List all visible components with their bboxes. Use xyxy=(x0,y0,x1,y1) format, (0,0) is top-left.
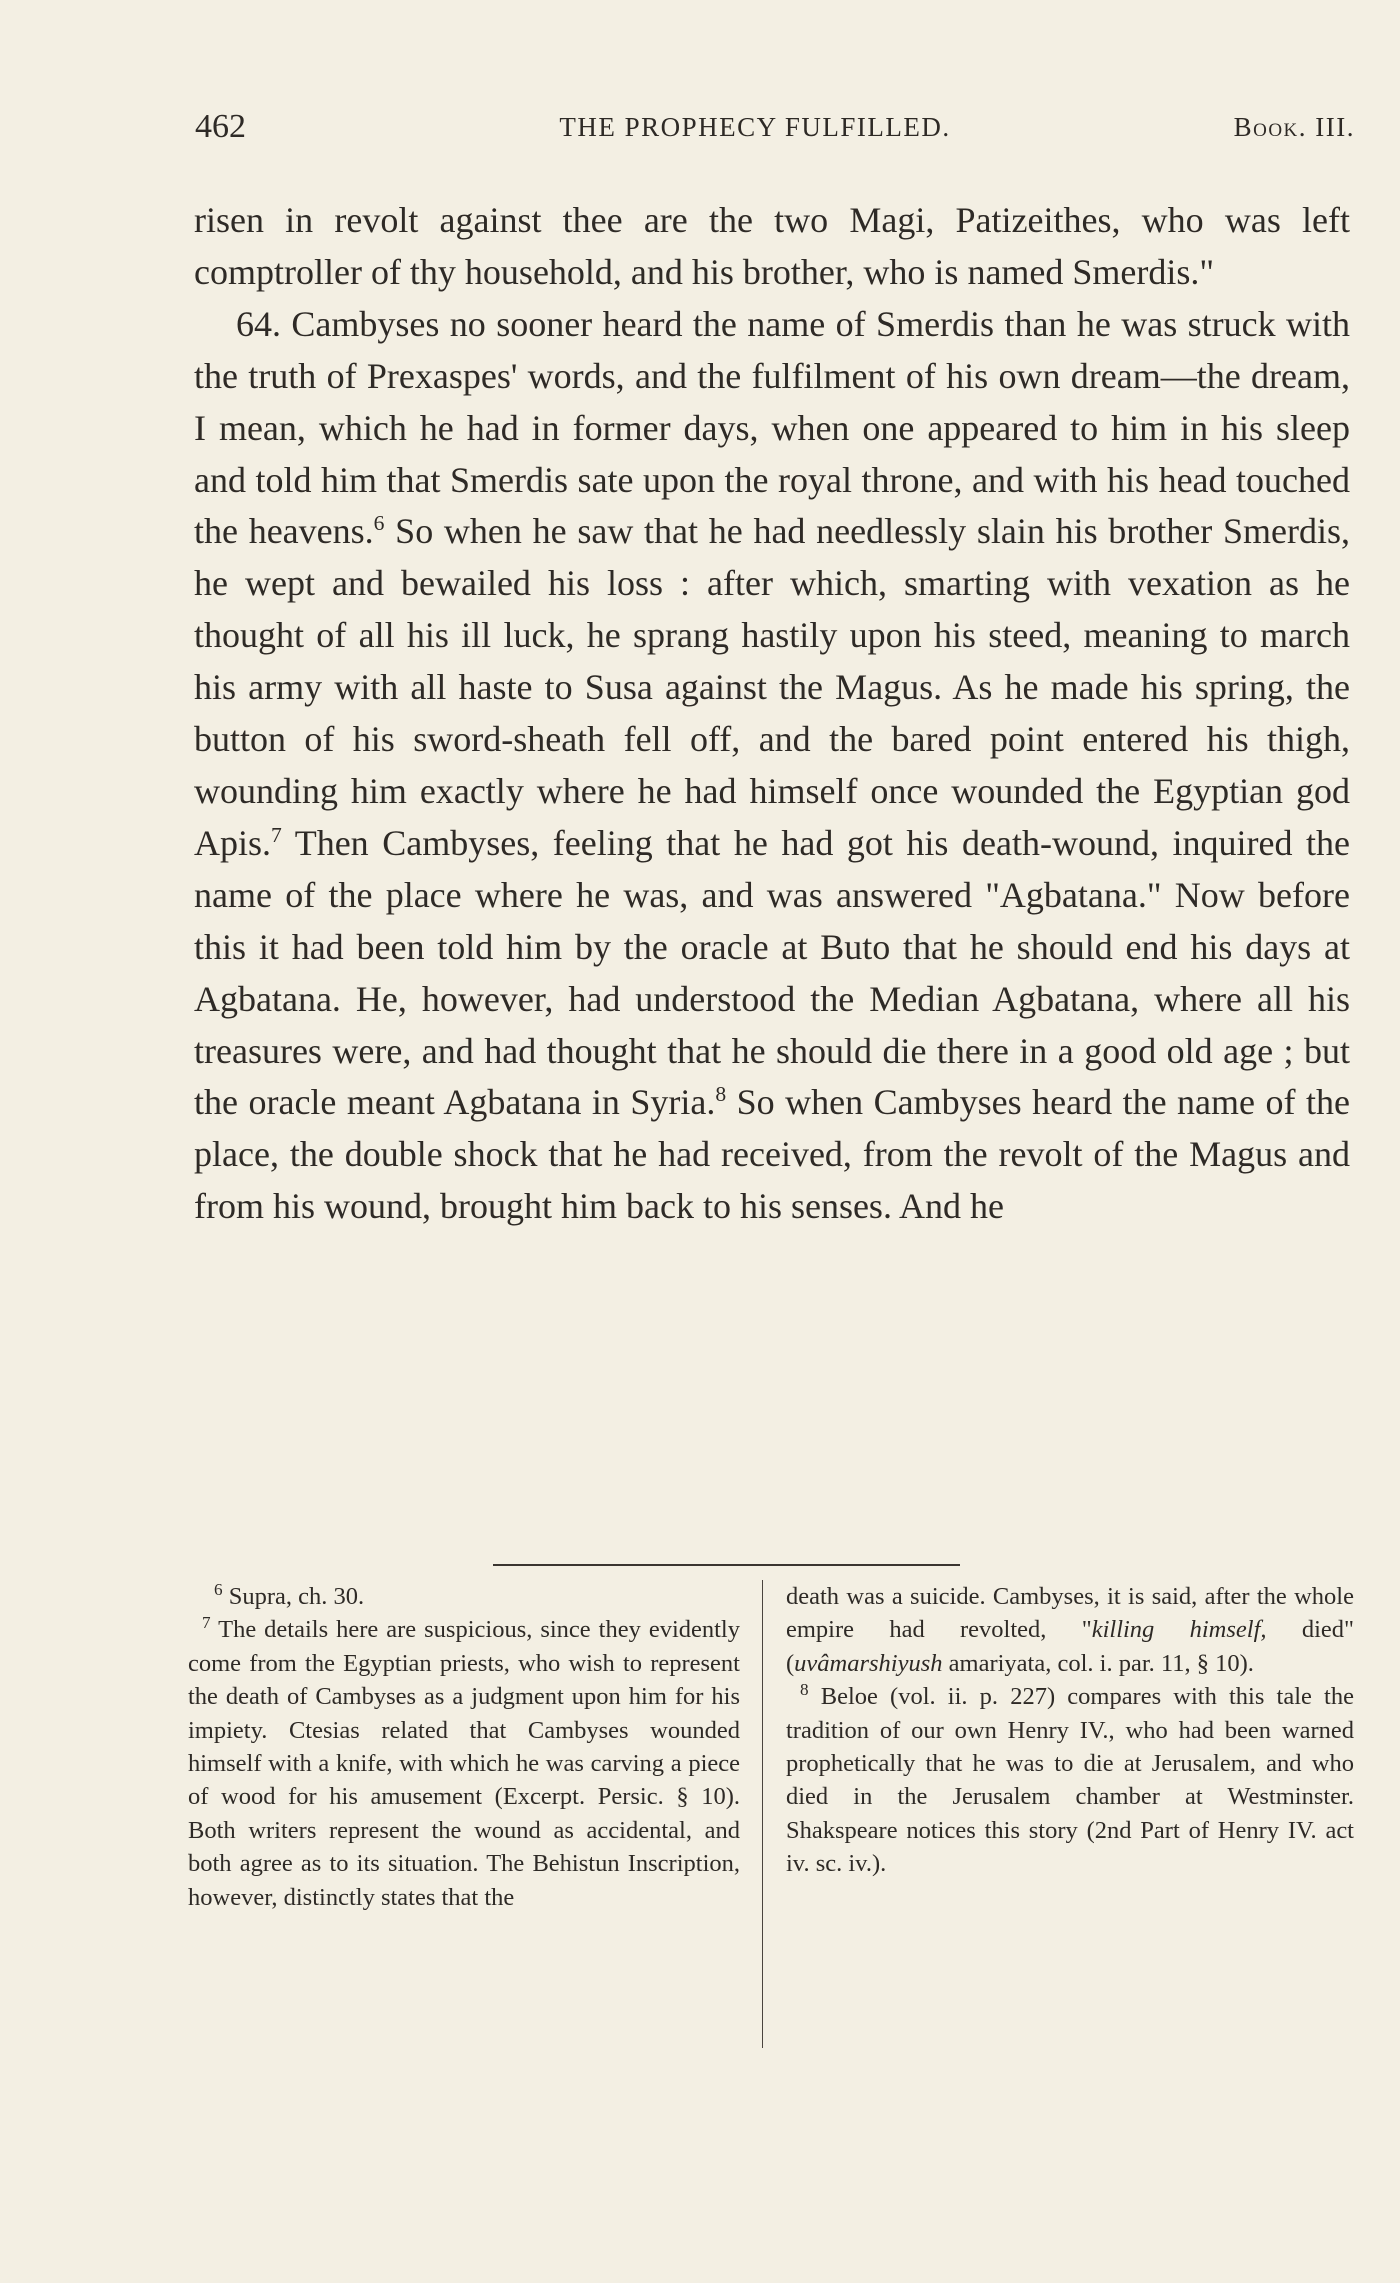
footnote-7-cont-italic-2: uvâmarshiyush xyxy=(794,1649,943,1677)
footnote-ref-7: 7 xyxy=(271,822,282,847)
paragraph-64 xyxy=(194,299,1350,1233)
footnote-7-continued xyxy=(786,1580,1354,1680)
footnote-7-cont-italic-1: killing himself, xyxy=(1091,1616,1267,1644)
footnote-8-text: Beloe (vol. ii. p. 227) compares with this tale the tradition of our own Henry IV., who had been warned prophetically that he was to die at Jerusalem, and who died in the Jerusalem chamber at Westminster. Shakspeare notices this story (2nd Part of Henry IV. act iv. sc. iv.). xyxy=(786,1683,1354,1878)
footnote-7 xyxy=(188,1613,740,1914)
paragraph-64-part-a: 64. Cambyses no sooner heard the name of Smerdis than he was struck with the truth of Prexaspes' words, and the fulfilment of his own dream—the dream, I mean, which he had in former days, when one appeared to him in his sleep and told him that Smerdis sate upon the royal throne, and with his head touched the heavens. xyxy=(194,303,1350,552)
footnote-ref-6: 6 xyxy=(373,511,385,536)
paragraph-64-part-c: Then Cambyses, feeling that he had got his death-wound, inquired the name of the place where he was, and was answered "Agbatana." Now before this it had been told him by the oracle at Buto that he should end his days at Agbatana. He, however, had understood the Median Agbatana, where all his treasures were, and had thought that he should die there in a good old age ; but the oracle meant Agbatana in Syria. xyxy=(194,822,1350,1123)
running-header xyxy=(195,108,1355,152)
footnote-7-cont-b: died" ( xyxy=(786,1616,1355,1677)
footnote-ref-8: 8 xyxy=(715,1082,727,1107)
footnotes-right-column xyxy=(786,1580,1354,1881)
footnotes xyxy=(188,1580,1354,2050)
paragraph-64-part-b: So when he saw that he had needlessly slain his brother Smerdis, he wept and bewailed his loss : after which, smarting with vexation as he thought of all his ill luck, he sprang hastily upon his steed, meaning to march his army with all haste to Susa against the Magus. As he made his spring, the button of his sword-sheath fell off, and the bared point entered his thigh, wounding him exactly where he had himself once wounded the Egyptian god Apis. xyxy=(194,511,1350,863)
footnote-column-divider xyxy=(762,1580,763,2048)
footnote-6-text: Supra, ch. 30. xyxy=(222,1583,365,1610)
footnote-7-text: The details here are suspicious, since they evidently come from the Egyptian priests, who wish to represent the death of Cambyses as a judgment upon him for his impiety. Ctesias related that Cambyses wounded himself with a knife, with which he was carving a piece of wood for his amusement (Excerpt. Persic. § 10). Both writers represent the wound as accidental, and both agree as to its situation. The Behistun Inscription, however, distinctly states that the xyxy=(188,1616,740,1911)
footnote-7-cont-a: death was a suicide. Cambyses, it is said, after the whole empire had revolted, " xyxy=(786,1583,1354,1644)
footnotes-left-column xyxy=(188,1580,740,1914)
footnote-6-mark: 6 xyxy=(214,1579,223,1599)
page-number: 462 xyxy=(195,108,246,145)
footnote-6 xyxy=(188,1580,740,1613)
footnote-8 xyxy=(786,1680,1354,1880)
book-label: Book. III. xyxy=(1233,112,1355,142)
footnote-7-mark: 7 xyxy=(202,1613,211,1633)
footnote-rule xyxy=(493,1564,960,1566)
paragraph-64-part-d: So when Cambyses heard the name of the place, the double shock that he had received, from the revolt of the Magus and from his wound, brought him back to his senses. And he xyxy=(194,1082,1350,1227)
running-title: THE PROPHECY FULFILLED. xyxy=(559,112,951,142)
footnote-8-mark: 8 xyxy=(800,1680,809,1700)
continued-paragraph: risen in revolt against thee are the two Magi, Patizeithes, who was left comptroller of thy household, and his brother, who is named Smerdis." xyxy=(194,200,1350,292)
main-text xyxy=(194,195,1350,1233)
footnote-7-cont-c: amariyata, col. i. par. 11, § 10). xyxy=(942,1649,1254,1677)
